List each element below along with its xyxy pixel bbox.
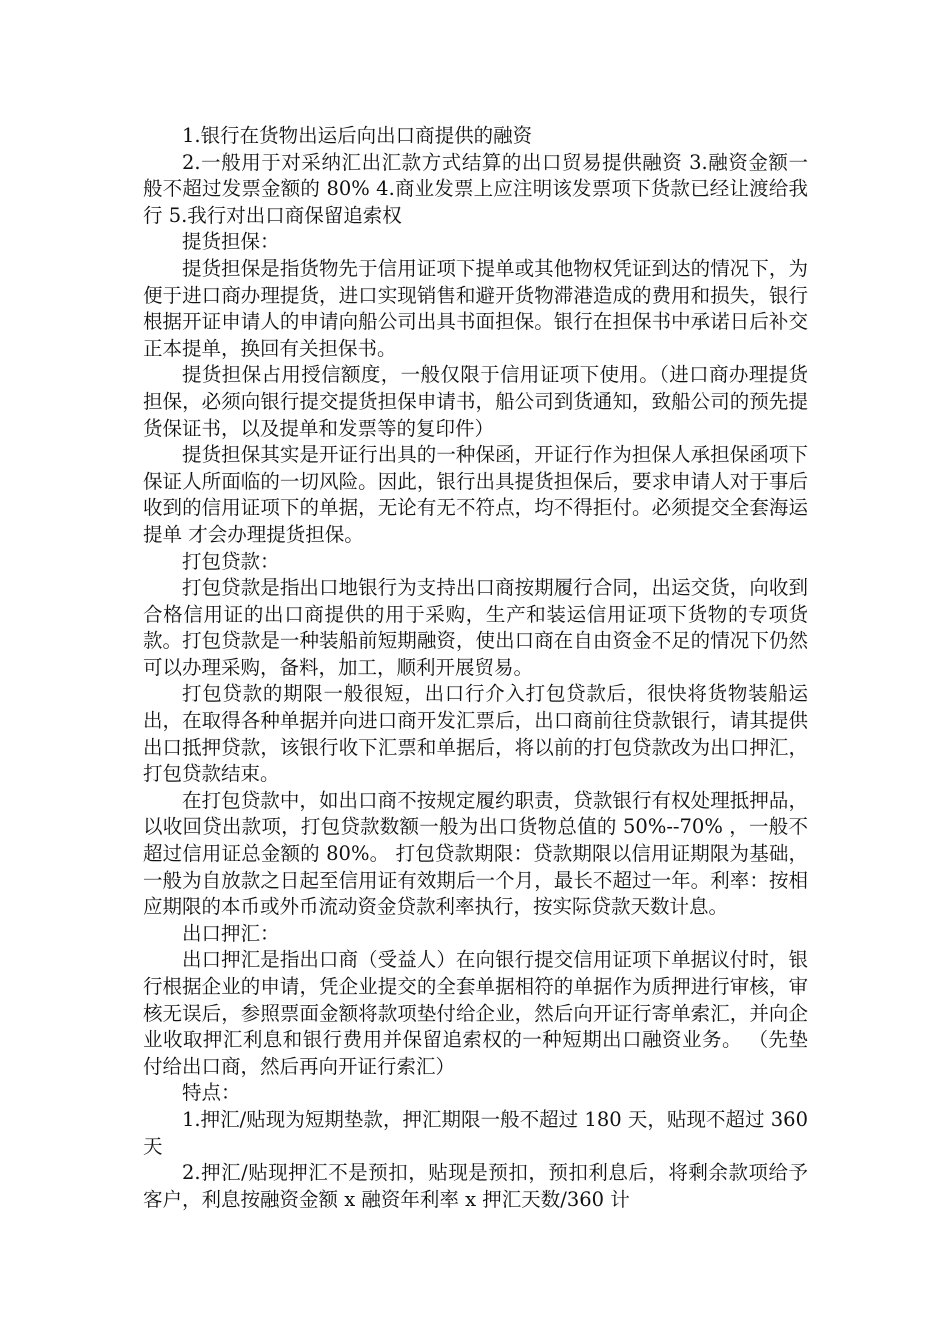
paragraph: 在打包贷款中，如出口商不按规定履约职责，贷款银行有权处理抵押品，以收回贷出款项，打包贷款数额一般为出口货物总值的 50%--70% ，一般不超过信用证总金额的 80%。 打包贷款期限：贷款期限以信用证期限为基础，一般为自放款之日起至信用证有效期后一个月，最长不超过一年。利率：按相应期限的本币或外币流动资金贷款利率执行，按实际贷款天数计息。	[143, 788, 808, 919]
paragraph: 1.押汇/贴现为短期垫款，押汇期限一般不超过 180 天，贴现不超过 360 天	[143, 1107, 808, 1158]
paragraph: 提货担保是指货物先于信用证项下提单或其他物权凭证到达的情况下，为便于进口商办理提货，进口实现销售和避开货物滞港造成的费用和损失，银行根据开证申请人的申请向船公司出具书面担保。银行在担保书中承诺日后补交正本提单，换回有关担保书。	[143, 256, 808, 360]
section-heading: 特点：	[182, 1081, 241, 1105]
paragraph: 提货担保其实是开证行出具的一种保函，开证行作为担保人承担保函项下保证人所面临的一切风险。因此，银行出具提货担保后，要求申请人对于事后收到的信用证项下的单据，无论有无不符点，均不得拒付。必须提交全套海运提单 才会办理提货担保。	[143, 443, 808, 546]
paragraph: 2.押汇/贴现押汇不是预扣，贴现是预扣，预扣利息后，将剩余款项给予客户，利息按融资金额 x 融资年利率 x 押汇天数/360 计	[143, 1161, 808, 1211]
document-body	[143, 123, 808, 1213]
section-heading: 打包贷款：	[182, 549, 280, 573]
paragraph: 打包贷款是指出口地银行为支持出口商按期履行合同，出运交货，向收到合格信用证的出口商提供的用于采购，生产和装运信用证项下货物的专项货款。打包贷款是一种装船前短期融资，使出口商在自由资金不足的情况下仍然可以办理采购，备料，加工，顺利开展贸易。	[143, 576, 808, 679]
paragraph: 出口押汇是指出口商（受益人）在向银行提交信用证项下单据议付时，银行根据企业的申请，凭企业提交的全套单据相符的单据作为质押进行审核，审核无误后，参照票面金额将款项垫付给企业，然后向开证行寄单索汇，并向企业收取押汇利息和银行费用并保留追索权的一种短期出口融资业务。 （先垫付给出口商，然后再向开证行索汇）	[143, 948, 808, 1078]
paragraph: 1.银行在货物出运后向出口商提供的融资	[182, 124, 533, 147]
paragraph: 打包贷款的期限一般很短，出口行介入打包贷款后，很快将货物装船运出，在取得各种单据并向进口商开发汇票后，出口商前往贷款银行，请其提供出口抵押贷款，该银行收下汇票和单据后，将以前的打包贷款改为出口押汇，打包贷款结束。	[143, 682, 808, 786]
section-heading: 提货担保：	[182, 230, 280, 254]
section-heading: 出口押汇：	[182, 921, 280, 945]
paragraph: 2.一般用于对采纳汇出汇款方式结算的出口贸易提供融资 3.融资金额一般不超过发票金额的 80% 4.商业发票上应注明该发票项下货款已经让渡给我行 5.我行对出口商保留追索权	[143, 150, 808, 227]
paragraph: 提货担保占用授信额度，一般仅限于信用证项下使用。（进口商办理提货担保，必须向银行提交提货担保申请书，船公司到货通知，致船公司的预先提货保证书，以及提单和发票等的复印件）	[143, 363, 808, 440]
